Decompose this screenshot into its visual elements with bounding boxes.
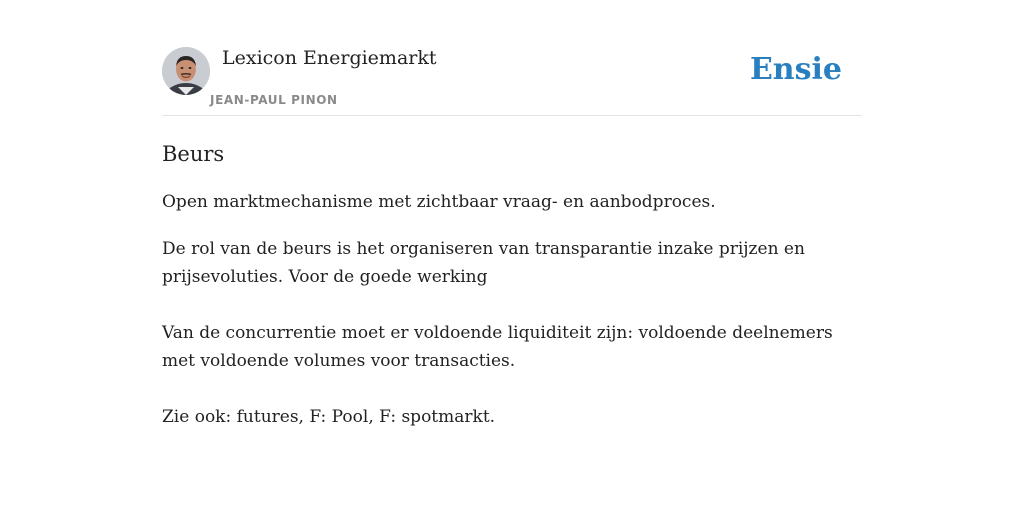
author-portrait-icon — [162, 47, 210, 95]
entry-lead: Open marktmechanisme met zichtbaar vraag- en aanbodproces. — [162, 192, 716, 212]
lexicon-title[interactable]: Lexicon Energiemarkt — [222, 47, 437, 69]
entry-paragraph-1: De rol van de beurs is het organiseren van transparantie inzake prijzen en prijsevoluties. Voor de goede werking — [162, 239, 805, 287]
lexicon-header — [162, 46, 862, 116]
entry-paragraph-2: Van de concurrentie moet er voldoende liquiditeit zijn: voldoende deelnemers met voldoende volumes voor transacties. — [162, 323, 833, 371]
entry-see-also: Zie ook: futures, F: Pool, F: spotmarkt. — [162, 407, 496, 427]
entry-term: Beurs — [162, 142, 225, 166]
author-name[interactable]: JEAN-PAUL PINON — [210, 93, 338, 107]
author-avatar[interactable] — [162, 47, 210, 95]
entry-content — [162, 138, 862, 431]
ensie-logo[interactable]: Ensie — [749, 52, 842, 87]
